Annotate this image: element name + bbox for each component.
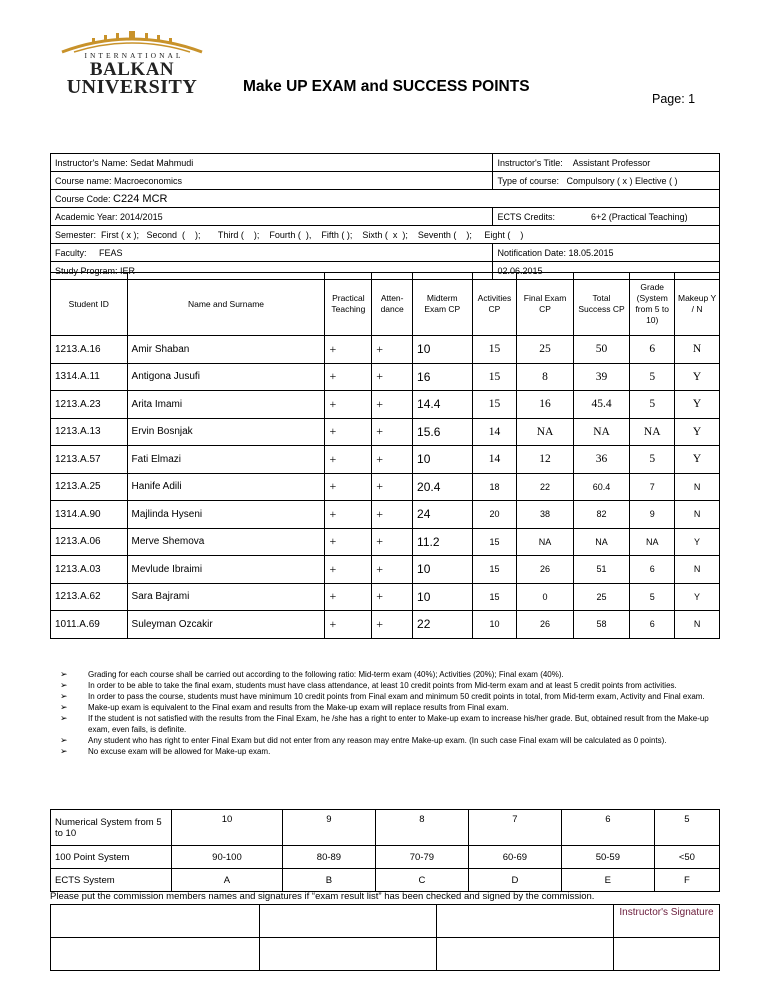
final-value: 26 [517, 556, 573, 584]
makeup-value: Y [675, 583, 720, 611]
scale-value: C [375, 869, 468, 892]
final-value: 0 [517, 583, 573, 611]
list-item [60, 669, 730, 680]
grade-value: 5 [630, 446, 675, 474]
commission-signature-cell[interactable] [51, 938, 260, 971]
instructor-title: Assistant Professor [572, 157, 651, 168]
midterm-value: 22 [413, 611, 472, 639]
arrow-bullet-icon: ➢ [60, 702, 68, 712]
total-value: NA [573, 528, 630, 556]
student-name: Hanife Adili [127, 473, 325, 501]
col-midterm: Midterm Exam CP [413, 273, 472, 336]
student-id: 1011.A.69 [51, 611, 128, 639]
list-item [60, 702, 730, 713]
midterm-value: 16 [413, 363, 472, 391]
attendance-mark: + [372, 528, 413, 556]
scale-label: 100 Point System [51, 846, 172, 869]
list-item [60, 713, 730, 735]
activities-value: 20 [472, 501, 517, 529]
grade-value: NA [630, 528, 675, 556]
activities-value: 15 [472, 528, 517, 556]
midterm-value: 20.4 [413, 473, 472, 501]
activities-value: 15 [472, 583, 517, 611]
makeup-value: Y [675, 391, 720, 419]
commission-signature-cell[interactable] [260, 938, 437, 971]
scale-label: ECTS System [51, 869, 172, 892]
commission-note: Please put the commission members names and signatures if “exam result list” has been checked and signed by the commission. [50, 891, 595, 902]
grade-value: 5 [630, 583, 675, 611]
practical-mark: + [325, 418, 372, 446]
ects-value: 6+2 (Practical Teaching) [590, 211, 688, 222]
practical-mark: + [325, 583, 372, 611]
grade-value: 5 [630, 363, 675, 391]
practical-mark: + [325, 501, 372, 529]
makeup-value: Y [675, 446, 720, 474]
student-name: Merve Shemova [127, 528, 325, 556]
col-name: Name and Surname [127, 273, 325, 336]
page-number: Page: 1 [652, 92, 696, 106]
list-item [60, 680, 730, 691]
rule-text: No excuse exam will be allowed for Make-up exam. [88, 747, 271, 756]
total-value: 82 [573, 501, 630, 529]
student-name: Mevlude Ibraimi [127, 556, 325, 584]
scale-value: <50 [654, 846, 719, 869]
final-value: NA [517, 528, 573, 556]
faculty-cell [51, 244, 493, 262]
scale-value: 60-69 [468, 846, 561, 869]
scale-row-100-point [51, 846, 720, 869]
attendance-mark: + [372, 473, 413, 501]
table-row [51, 446, 720, 474]
arrow-bullet-icon: ➢ [60, 735, 68, 745]
instructor-name: Instructor's Name: Sedat Mahmudi [51, 154, 493, 172]
attendance-mark: + [372, 556, 413, 584]
scale-label: Numerical System from 5 to 10 [51, 810, 172, 846]
arrow-bullet-icon: ➢ [60, 669, 68, 679]
final-value: 12 [517, 446, 573, 474]
total-value: 50 [573, 336, 630, 364]
total-value: 60.4 [573, 473, 630, 501]
col-final: Final Exam CP [517, 273, 573, 336]
table-row [51, 336, 720, 364]
attendance-mark: + [372, 501, 413, 529]
faculty-label: Faculty: [55, 247, 87, 258]
scale-value: D [468, 869, 561, 892]
student-id: 1213.A.57 [51, 446, 128, 474]
student-id: 1314.A.90 [51, 501, 128, 529]
midterm-value: 10 [413, 556, 472, 584]
midterm-value: 10 [413, 583, 472, 611]
student-name: Ervin Bosnjak [127, 418, 325, 446]
final-value: 26 [517, 611, 573, 639]
grading-rules-list [60, 669, 730, 757]
activities-value: 10 [472, 611, 517, 639]
grade-value: 6 [630, 556, 675, 584]
student-id: 1314.A.11 [51, 363, 128, 391]
instructor-title-cell [493, 154, 720, 172]
semester: Semester: First ( x ); Second ( ); Third ( ); Fourth ( ), Fifth ( ); Sixth ( x ); Seventh ( ); Eight ( ) [51, 226, 720, 244]
scale-value: 8 [375, 810, 468, 846]
scale-value: 90-100 [172, 846, 283, 869]
list-item [60, 746, 730, 757]
student-name: Fati Elmazi [127, 446, 325, 474]
arrow-bullet-icon: ➢ [60, 691, 68, 701]
scale-value: B [282, 869, 375, 892]
student-id: 1213.A.03 [51, 556, 128, 584]
practical-mark: + [325, 556, 372, 584]
col-practical: Practical Teaching [325, 273, 372, 336]
attendance-mark: + [372, 391, 413, 419]
notification-date: Notification Date: 18.05.2015 [493, 244, 720, 262]
final-value: 25 [517, 336, 573, 364]
instructor-signature-cell[interactable] [614, 938, 720, 971]
commission-member-cell[interactable] [437, 905, 614, 938]
student-name: Suleyman Ozcakir [127, 611, 325, 639]
rule-text: If the student is not satisfied with the results from the Final Exam, he /she has a right to enter to Make-up exam to increase his/her grade. But, obtained result from the Make-up exam, even fails, is definite. [88, 714, 709, 734]
table-row [51, 501, 720, 529]
col-total: Total Success CP [573, 273, 630, 336]
activities-value: 18 [472, 473, 517, 501]
scale-value: 70-79 [375, 846, 468, 869]
student-id: 1213.A.06 [51, 528, 128, 556]
student-name: Arita Imami [127, 391, 325, 419]
course-code-cell [51, 190, 720, 208]
midterm-value: 24 [413, 501, 472, 529]
practical-mark: + [325, 363, 372, 391]
final-value: 8 [517, 363, 573, 391]
grade-value: 9 [630, 501, 675, 529]
rule-text: Grading for each course shall be carried out according to the following ratio: Mid-term exam (40%); Activities (20%); Final exam (40%). [88, 670, 564, 679]
final-value: NA [517, 418, 573, 446]
attendance-mark: + [372, 336, 413, 364]
practical-mark: + [325, 336, 372, 364]
activities-value: 15 [472, 556, 517, 584]
total-value: 51 [573, 556, 630, 584]
makeup-value: N [675, 611, 720, 639]
midterm-value: 10 [413, 336, 472, 364]
total-value: 25 [573, 583, 630, 611]
col-grade: Grade (System from 5 to 10) [630, 273, 675, 336]
final-value: 22 [517, 473, 573, 501]
faculty-value: FEAS [99, 247, 123, 258]
practical-mark: + [325, 611, 372, 639]
student-id: 1213.A.25 [51, 473, 128, 501]
logo-text-university: UNIVERSITY [66, 76, 198, 98]
instructor-title-label: Instructor's Title: [497, 157, 563, 168]
attendance-mark: + [372, 363, 413, 391]
table-row [51, 473, 720, 501]
course-type-label: Type of course: [497, 175, 560, 186]
academic-year: Academic Year: 2014/2015 [51, 208, 493, 226]
attendance-mark: + [372, 446, 413, 474]
student-id: 1213.A.62 [51, 583, 128, 611]
midterm-value: 10 [413, 446, 472, 474]
practical-mark: + [325, 446, 372, 474]
midterm-value: 14.4 [413, 391, 472, 419]
student-name: Amir Shaban [127, 336, 325, 364]
attendance-mark: + [372, 418, 413, 446]
student-id: 1213.A.13 [51, 418, 128, 446]
course-type-value: Compulsory ( x ) Elective ( ) [566, 175, 678, 186]
total-value: 45.4 [573, 391, 630, 419]
attendance-mark: + [372, 611, 413, 639]
table-row [51, 528, 720, 556]
attendance-mark: + [372, 583, 413, 611]
grade-value: 6 [630, 336, 675, 364]
ects-label: ECTS Credits: [497, 211, 555, 222]
activities-value: 15 [472, 336, 517, 364]
col-activities: Activities CP [472, 273, 517, 336]
scale-row-ects [51, 869, 720, 892]
arrow-bullet-icon: ➢ [60, 746, 68, 756]
total-value: 39 [573, 363, 630, 391]
scale-value: 50-59 [561, 846, 654, 869]
ects-cell [493, 208, 720, 226]
scale-row-numerical [51, 810, 720, 846]
col-makeup: Makeup Y / N [675, 273, 720, 336]
scale-value: 6 [561, 810, 654, 846]
rule-text: Any student who has right to enter Final Exam but did not enter from any reason may entre Make-up exam. (In such case Final exam will be calculated as 0 points). [88, 736, 667, 745]
practical-mark: + [325, 391, 372, 419]
table-row [51, 583, 720, 611]
instructor-signature-label: Instructor's Signature [614, 905, 720, 938]
arrow-bullet-icon: ➢ [60, 680, 68, 690]
table-row [51, 556, 720, 584]
grade-value: 7 [630, 473, 675, 501]
grade-value: 5 [630, 391, 675, 419]
university-logo [52, 28, 212, 96]
final-value: 16 [517, 391, 573, 419]
course-type-cell [493, 172, 720, 190]
makeup-value: N [675, 501, 720, 529]
makeup-value: N [675, 473, 720, 501]
scale-value: 7 [468, 810, 561, 846]
student-name: Sara Bajrami [127, 583, 325, 611]
makeup-value: N [675, 336, 720, 364]
table-row [51, 363, 720, 391]
rule-text: Make-up exam is equivalent to the Final exam and results from the Make-up exam will replace results from Final exam. [88, 703, 509, 712]
final-value: 38 [517, 501, 573, 529]
makeup-value: N [675, 556, 720, 584]
activities-value: 14 [472, 418, 517, 446]
total-value: 58 [573, 611, 630, 639]
activities-value: 14 [472, 446, 517, 474]
table-row [51, 611, 720, 639]
arrow-bullet-icon: ➢ [60, 713, 68, 723]
grading-scale-table [50, 809, 720, 892]
grades-header-row [51, 273, 720, 336]
page-title: Make UP EXAM and SUCCESS POINTS [243, 78, 530, 95]
course-code: C224 MCR [113, 192, 168, 205]
midterm-value: 11.2 [413, 528, 472, 556]
commission-member-cell[interactable] [51, 905, 260, 938]
table-row [51, 391, 720, 419]
col-attendance: Atten- dance [372, 273, 413, 336]
rule-text: In order to be able to take the final exam, students must have class attendance, at least 10 credit points from Mid-term exam and at least 5 credit points from activities. [88, 681, 677, 690]
logo-text-balkan: BALKAN [89, 59, 175, 80]
grade-value: NA [630, 418, 675, 446]
scale-value: 9 [282, 810, 375, 846]
course-code-label: Course Code: [55, 193, 111, 204]
logo-text-top: INTERNATIONAL [84, 51, 184, 60]
scale-value: F [654, 869, 719, 892]
activities-value: 15 [472, 391, 517, 419]
second-date: 02.06.2015 [493, 262, 720, 280]
scale-value: E [561, 869, 654, 892]
rule-text: In order to pass the course, students must have minimum 10 credit points from Final exam and minimum 50 credit points in total, from Mid-term exam, Activity and Final exam. [88, 692, 705, 701]
course-info-table [50, 153, 720, 280]
col-student-id: Student ID [51, 273, 128, 336]
scale-value: 5 [654, 810, 719, 846]
total-value: 36 [573, 446, 630, 474]
commission-signature-table [50, 904, 720, 971]
study-program: Study Program: IER [51, 262, 493, 280]
course-name: Course name: Macroeconomics [51, 172, 493, 190]
scale-value: 10 [172, 810, 283, 846]
student-name: Majlinda Hyseni [127, 501, 325, 529]
student-id: 1213.A.23 [51, 391, 128, 419]
grade-value: 6 [630, 611, 675, 639]
commission-signature-cell[interactable] [437, 938, 614, 971]
grades-table [50, 272, 720, 639]
table-row [51, 418, 720, 446]
practical-mark: + [325, 473, 372, 501]
list-item [60, 691, 730, 702]
scale-value: A [172, 869, 283, 892]
list-item [60, 735, 730, 746]
makeup-value: Y [675, 418, 720, 446]
midterm-value: 15.6 [413, 418, 472, 446]
makeup-value: Y [675, 363, 720, 391]
activities-value: 15 [472, 363, 517, 391]
commission-member-cell[interactable] [260, 905, 437, 938]
total-value: NA [573, 418, 630, 446]
student-id: 1213.A.16 [51, 336, 128, 364]
student-name: Antigona Jusufi [127, 363, 325, 391]
makeup-value: Y [675, 528, 720, 556]
practical-mark: + [325, 528, 372, 556]
scale-value: 80-89 [282, 846, 375, 869]
